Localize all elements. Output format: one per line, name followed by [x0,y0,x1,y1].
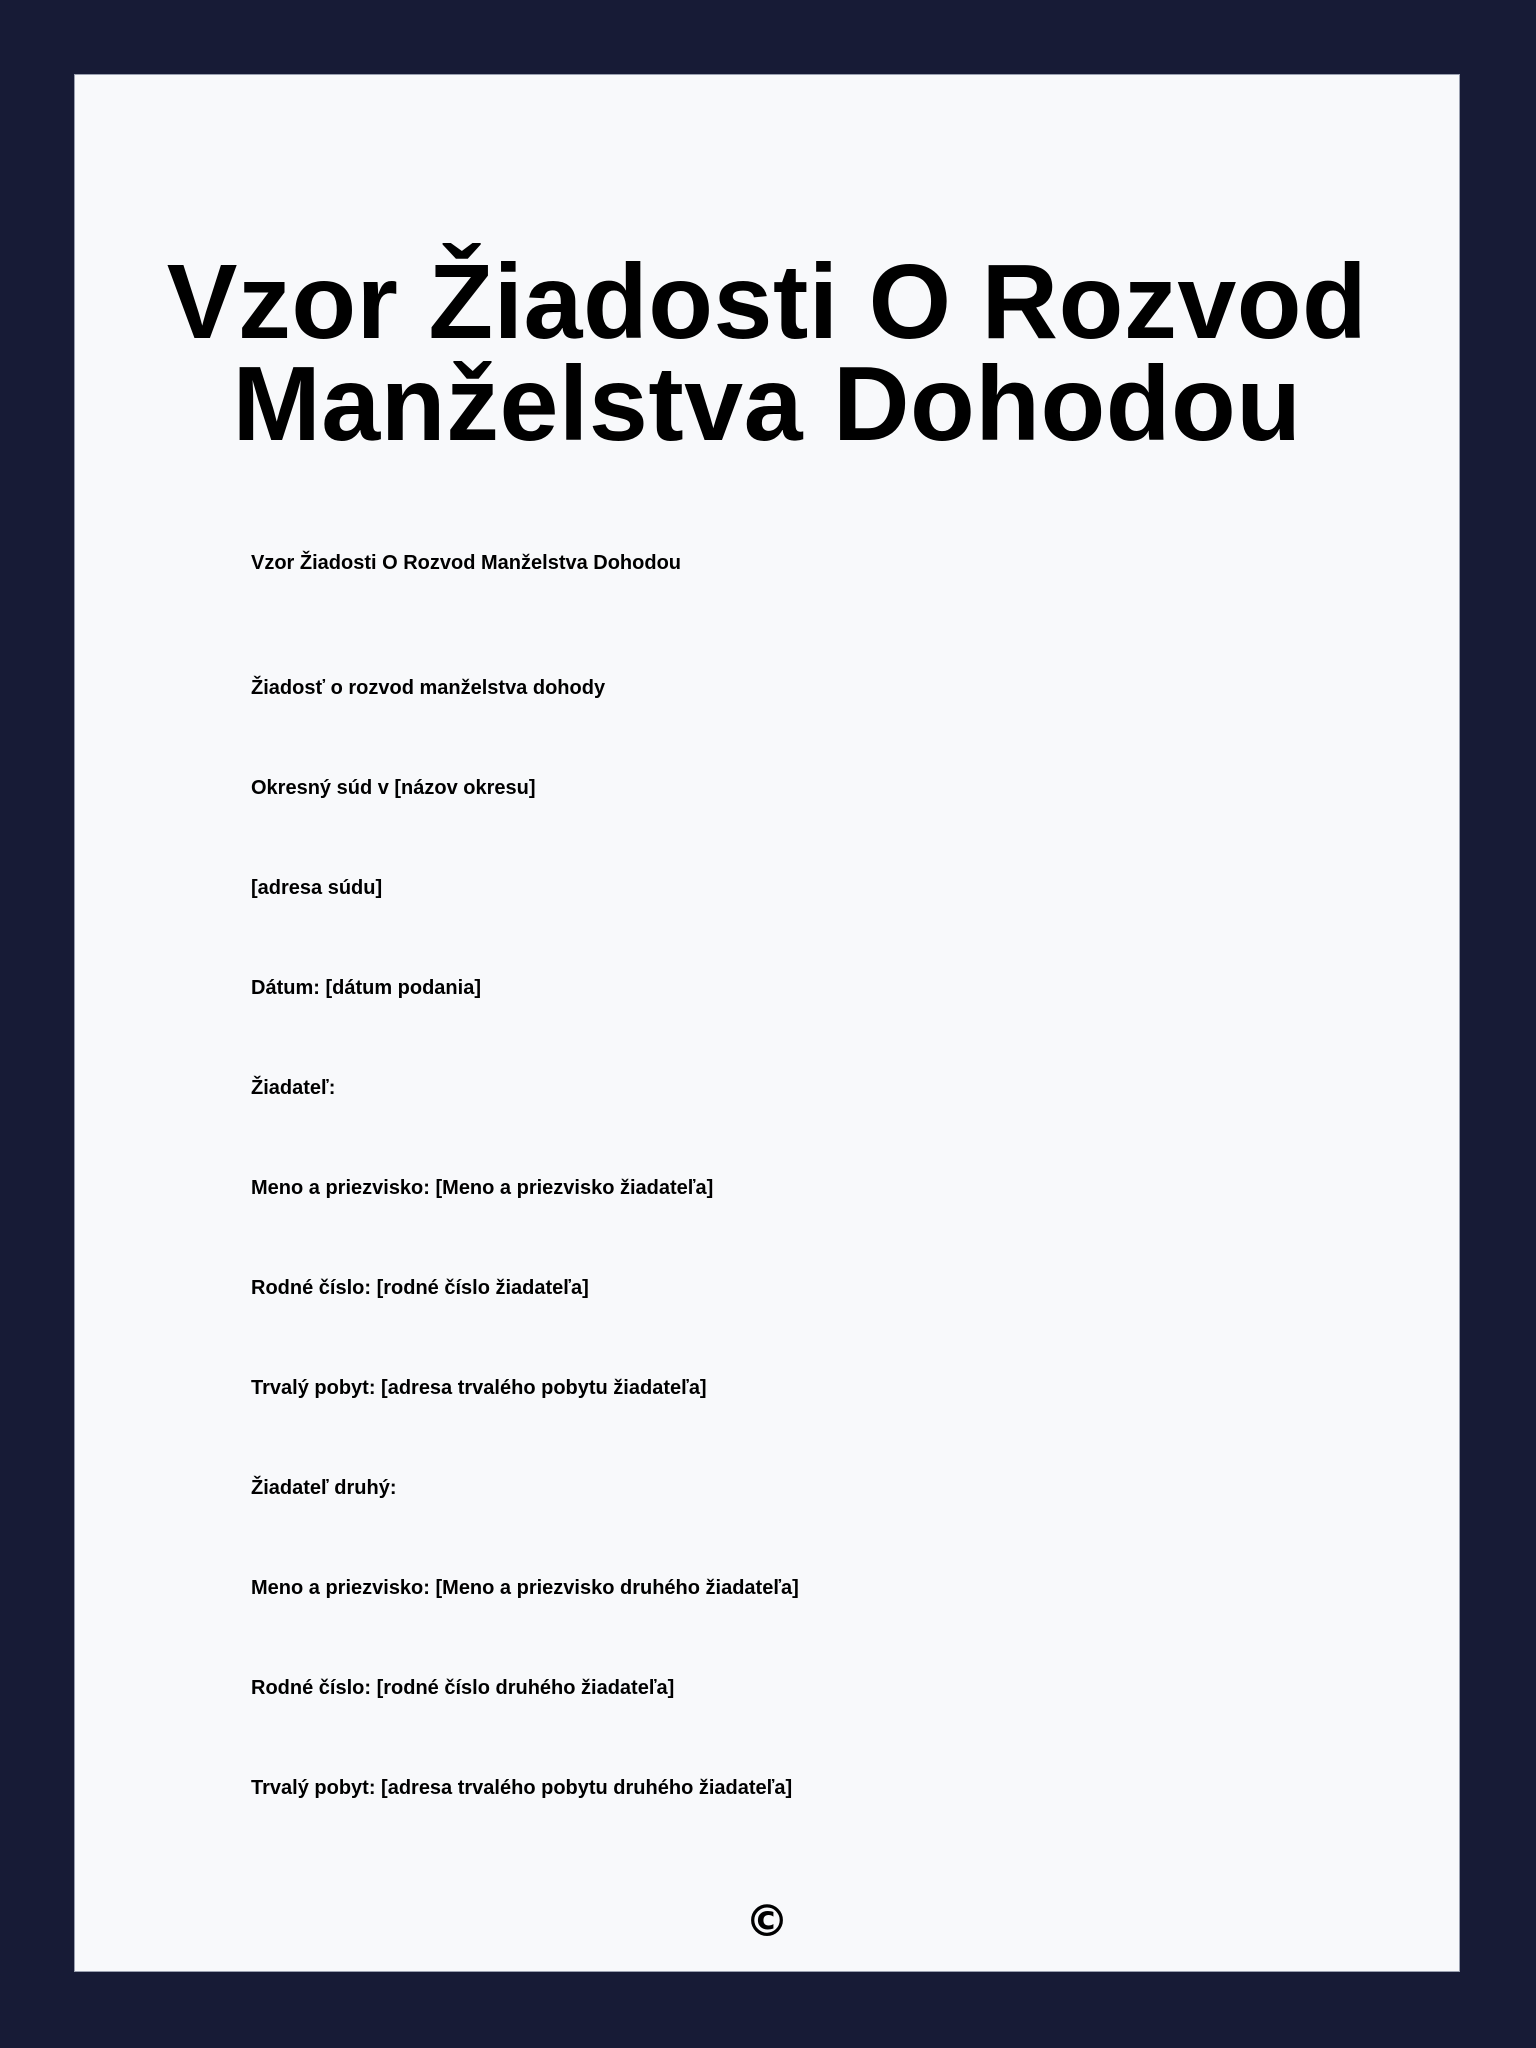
form-line-second-applicant-name: Meno a priezvisko: [Meno a priezvisko druhého žiadateľa] [251,1577,799,1599]
form-line-date: Dátum: [dátum podania] [251,977,481,999]
title-line-2: Manželstva Dohodou [232,345,1302,463]
form-line-applicant-heading: Žiadateľ: [251,1077,336,1099]
form-line-applicant-name: Meno a priezvisko: [Meno a priezvisko žiadateľa] [251,1177,714,1199]
form-line-court-address: [adresa súdu] [251,877,383,899]
form-line-applicant-birth-number: Rodné číslo: [rodné číslo žiadateľa] [251,1277,589,1299]
form-line-second-applicant-birth-number: Rodné číslo: [rodné číslo druhého žiadateľa] [251,1677,675,1699]
document-subtitle: Vzor Žiadosti O Rozvod Manželstva Dohodou [251,552,682,574]
form-lines [251,674,799,1874]
form-line-second-applicant-heading: Žiadateľ druhý: [251,1477,397,1499]
title-line-1: Vzor Žiadosti O Rozvod [166,243,1368,361]
document-page [74,74,1460,1972]
copyright-icon: © [745,1896,789,1947]
form-line-court: Okresný súd v [názov okresu] [251,777,536,799]
form-line-request: Žiadosť o rozvod manželstva dohody [251,677,606,699]
form-line-second-applicant-residence: Trvalý pobyt: [adresa trvalého pobytu druhého žiadateľa] [251,1777,793,1799]
page-title [75,243,1459,463]
form-line-applicant-residence: Trvalý pobyt: [adresa trvalého pobytu žiadateľa] [251,1377,707,1399]
